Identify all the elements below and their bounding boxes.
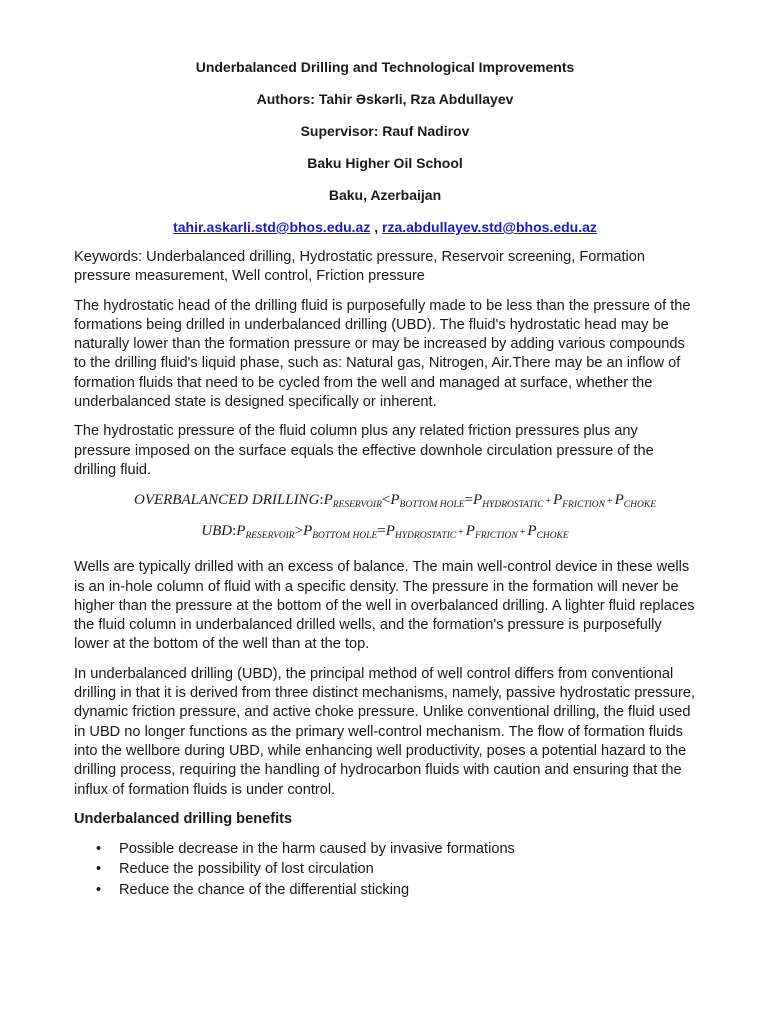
list-item bbox=[96, 880, 696, 901]
formula-p: P bbox=[390, 492, 400, 509]
email-link-1[interactable]: tahir.askarli.std@bhos.edu.az bbox=[173, 219, 371, 235]
body-paragraph-1: The hydrostatic head of the drilling fluid is purposefully made to be less than the pressure of the formations being drilled in underbalanced drilling (UBD). The fluid's hydrostatic head may be naturally lower than the formation pressure or may be increased by adding various compounds to the drilling fluid's liquid phase, such as: Natural gas, Nitrogen, Air.There may be an inflow of formation fluids that need to be cycled from the well and managed at surface, whether the underbalanced state is designed specifically or inherent. bbox=[74, 297, 691, 411]
formula-p: P bbox=[465, 523, 475, 540]
formula-p: P bbox=[303, 523, 313, 540]
email-link-2[interactable]: rza.abdullayev.std@bhos.edu.az bbox=[382, 219, 597, 235]
formula-sub-friction: FRICTION bbox=[474, 531, 518, 542]
body-paragraph-3: Wells are typically drilled with an excess of balance. The main well-control device in these wells is an in-hole column of fluid with a specific density. The pressure in the formation will never be higher than the pressure at the bottom of the well in overbalanced drilling. A lighter fluid replaces the fluid column in underbalanced drilled wells, and the formation's pressure is purposefully lower at the bottom of the well than at the top. bbox=[74, 559, 695, 653]
formula-p: P bbox=[323, 492, 333, 509]
list-item-text: Reduce the possibility of lost circulation bbox=[119, 861, 374, 878]
bullet-icon: • bbox=[96, 881, 102, 898]
formula-operator-greater: > bbox=[294, 523, 304, 540]
list-item bbox=[96, 859, 696, 880]
formula-operator-plus: + bbox=[458, 527, 464, 539]
benefits-list bbox=[74, 839, 696, 901]
authors-line: Authors: Tahir Əskərli, Rza Abdullayev bbox=[256, 91, 514, 107]
formula-sub-choke: CHOKE bbox=[623, 500, 656, 511]
body-paragraph-2: The hydrostatic pressure of the fluid column plus any related friction pressures plus any pressure imposed on the surface equals the effective downhole circulation pressure of the drilling fluid. bbox=[74, 423, 654, 478]
list-item-text: Possible decrease in the harm caused by invasive formations bbox=[119, 840, 515, 857]
body-paragraph-4: In underbalanced drilling (UBD), the principal method of well control differs from conventional drilling in that it is derived from three distinct mechanisms, namely, passive hydrostatic pressure, dynamic friction pressure, and active choke pressure. Unlike conventional drilling, the fluid used in UBD no longer functions as the primary well-control mechanism. The flow of formation fluids into the wellbore during UBD, while enhancing well productivity, poses a potential hazard to the drilling process, requiring the handling of hydrocarbon fluids with caution and ensuring that the influx of formation fluids is under control. bbox=[74, 665, 696, 798]
formula-sub-bottom-hole: BOTTOM HOLE bbox=[312, 531, 378, 542]
benefits-heading: Underbalanced drilling benefits bbox=[74, 810, 293, 827]
bullet-icon: • bbox=[96, 861, 102, 878]
formula-p: P bbox=[553, 492, 563, 509]
formula-p: P bbox=[614, 492, 624, 509]
formula-p: P bbox=[236, 523, 246, 540]
formula-operator-equals: = bbox=[464, 492, 474, 509]
formula-sub-reservoir: RESERVOIR bbox=[245, 531, 295, 542]
location-line: Baku, Azerbaijan bbox=[328, 187, 442, 203]
email-line bbox=[74, 218, 696, 236]
institution-line: Baku Higher Oil School bbox=[307, 155, 463, 171]
document-page bbox=[74, 58, 696, 900]
formula-colon: : bbox=[232, 523, 237, 540]
formula-operator-plus: + bbox=[519, 527, 526, 539]
formula-operator-less: < bbox=[381, 492, 391, 509]
formula-sub-reservoir: RESERVOIR bbox=[332, 500, 382, 511]
formula-p: P bbox=[385, 523, 395, 540]
formula-operator-plus: + bbox=[545, 496, 552, 508]
overbalanced-formula bbox=[74, 490, 696, 515]
formula-p: P bbox=[527, 523, 537, 540]
formula-label: UBD bbox=[201, 523, 233, 540]
formula-colon: : bbox=[319, 492, 324, 509]
formula-sub-friction: FRICTION bbox=[562, 500, 605, 511]
formula-label: OVERBALANCED DRILLING bbox=[133, 492, 320, 509]
list-item bbox=[96, 839, 696, 860]
formula-sub-choke: CHOKE bbox=[536, 531, 569, 542]
formula-operator-equals: = bbox=[377, 523, 386, 540]
ubd-formula bbox=[74, 521, 696, 546]
email-separator: , bbox=[370, 219, 383, 235]
formula-sub-hydrostatic: HYDROSTATIC bbox=[482, 500, 544, 511]
supervisor-line: Supervisor: Rauf Nadirov bbox=[300, 123, 470, 139]
keywords-paragraph: Keywords: Underbalanced drilling, Hydrostatic pressure, Reservoir screening, Formation pressure measurement, Well control, Friction pressure bbox=[74, 249, 646, 285]
paper-title: Underbalanced Drilling and Technological Improvements bbox=[195, 59, 575, 75]
formula-operator-plus: + bbox=[606, 496, 613, 508]
formula-sub-bottom-hole: BOTTOM HOLE bbox=[399, 500, 465, 511]
formula-p: P bbox=[473, 492, 483, 509]
list-item-text: Reduce the chance of the differential sticking bbox=[119, 881, 410, 898]
formula-sub-hydrostatic: HYDROSTATIC bbox=[394, 531, 457, 542]
bullet-icon: • bbox=[96, 840, 102, 857]
